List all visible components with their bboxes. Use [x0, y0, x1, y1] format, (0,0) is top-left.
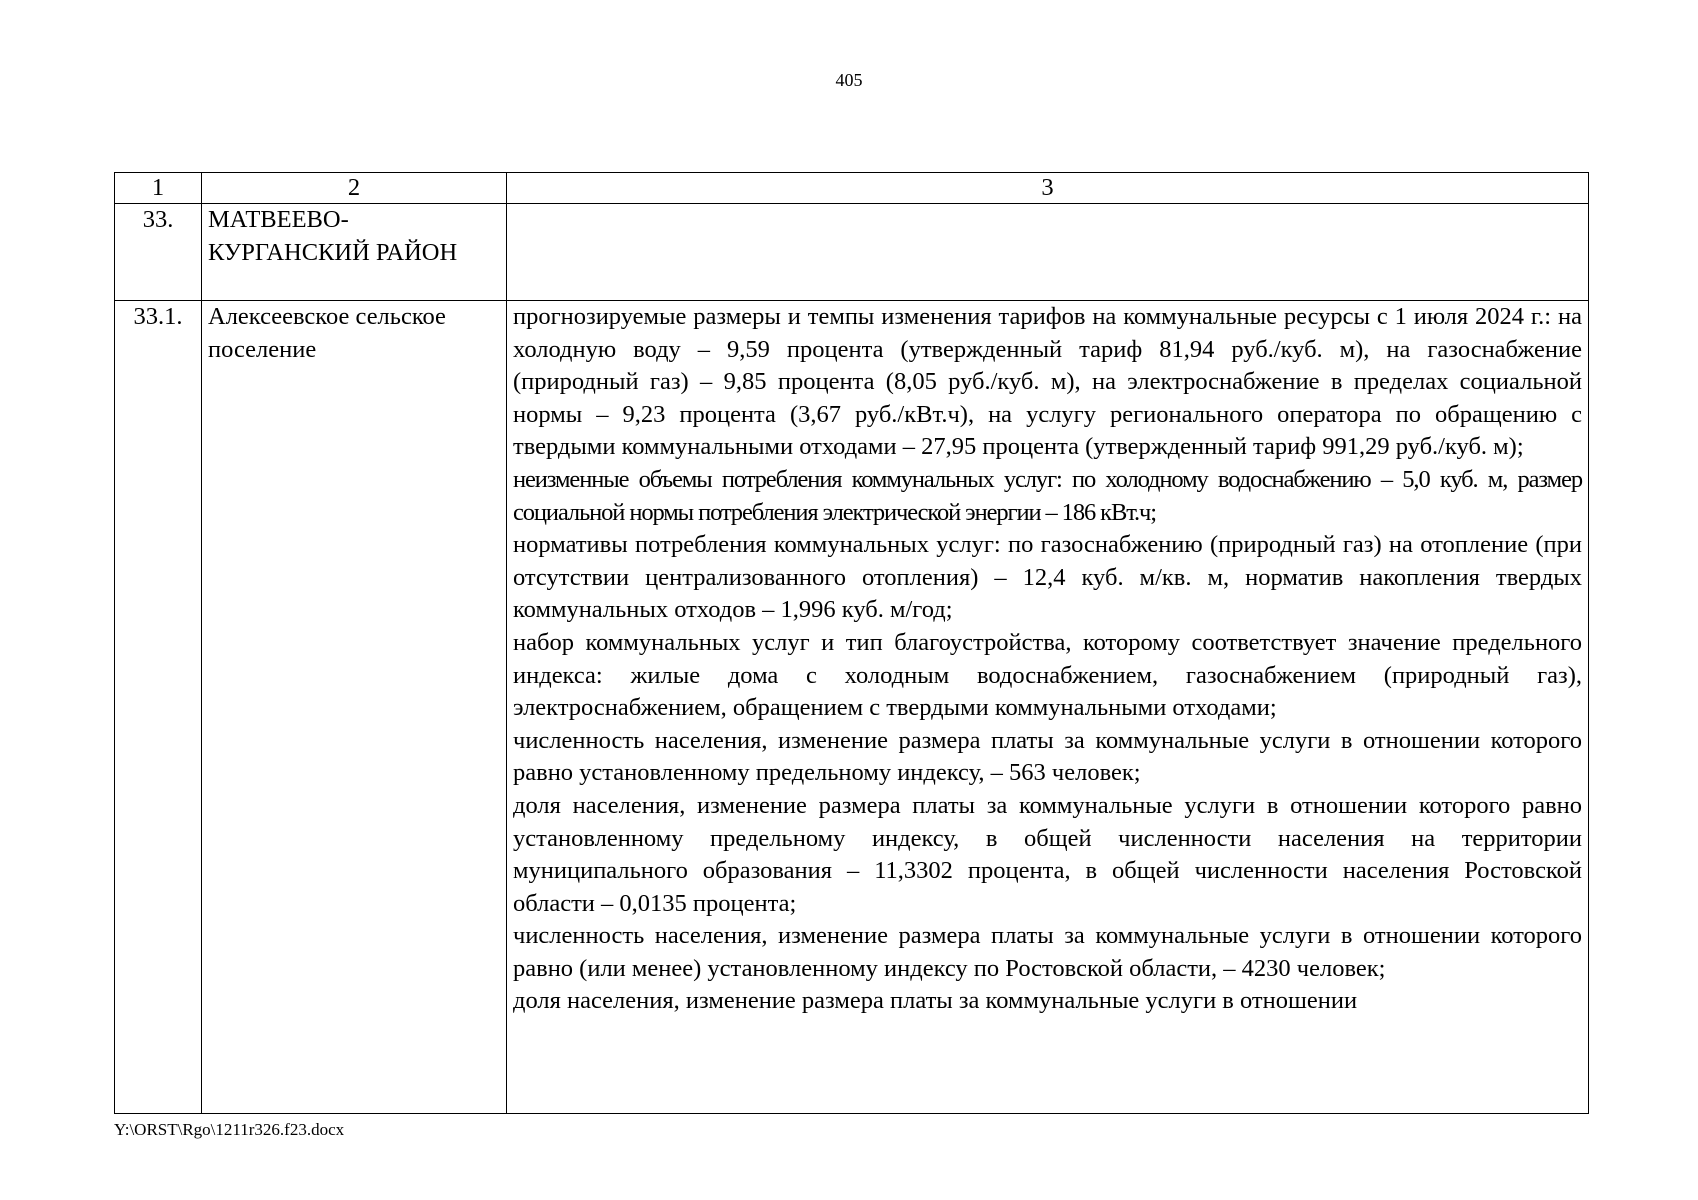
table-row-district — [115, 204, 1589, 301]
district-content — [507, 204, 1589, 301]
paragraph-tariffs: прогнозируемые размеры и темпы изменения тарифов на коммунальные ресурсы с 1 июля 2024 г.: на холодную воду – 9,59 процента (утвержденный тариф 81,94 руб./куб. м), на газоснабжение (природный газ) – 9,85 процента (8,05 руб./куб. м), на электроснабжение в пределах социальной нормы – 9,23 процента (3,67 руб./кВт.ч), на услугу регионального оператора по обращению с твердыми коммунальными отходами – 27,95 процента (утвержденный тариф 991,29 руб./куб. м); — [513, 303, 1582, 461]
paragraph-population-share: доля населения, изменение размера платы за коммунальные услуги в отношении которого равно установленному предельному индексу, в общей численности населения на территории муниципального образования – 11,3302 процента, в общей численности населения Ростовской области – 0,0135 процента; — [513, 791, 1582, 917]
table-header-row — [115, 173, 1589, 204]
district-name: МАТВЕЕВО-КУРГАНСКИЙ РАЙОН — [202, 204, 507, 301]
footer-file-path: Y:\ORST\Rgo\1211r326.f23.docx — [114, 1120, 345, 1139]
header-col-3: 3 — [507, 173, 1589, 204]
settlement-name: Алексеевское сельское поселение — [202, 301, 507, 1114]
tariff-table — [114, 172, 1589, 1114]
paragraph-population-regional-share: доля населения, изменение размера платы за коммунальные услуги в отношении — [513, 987, 1358, 1015]
paragraph-population-count: численность населения, изменение размера платы за коммунальные услуги в отношении которого равно установленному предельному индексу, – 563 человек; — [513, 726, 1582, 787]
paragraph-consumption-volumes: неизменные объемы потребления коммунальных услуг: по холодному водоснабжению – 5,0 куб. м, размер социальной нормы потребления электрической энергии – 186 кВт.ч; — [513, 465, 1582, 526]
paragraph-population-regional-count: численность населения, изменение размера платы за коммунальные услуги в отношении которого равно (или менее) установленному индексу по Ростовской области, – 4230 человек; — [513, 922, 1582, 982]
header-col-2: 2 — [202, 173, 507, 204]
page-number: 405 — [835, 70, 863, 90]
settlement-content — [507, 301, 1589, 1114]
table-row-settlement — [115, 301, 1589, 1114]
header-col-1: 1 — [115, 173, 202, 204]
district-number: 33. — [115, 204, 202, 301]
paragraph-consumption-norms: нормативы потребления коммунальных услуг: по газоснабжению (природный газ) на отопление (при отсутствии централизованного отопления) – 12,4 куб. м/кв. м, норматив накопления твердых коммунальных отходов – 1,996 куб. м/год; — [513, 531, 1582, 624]
paragraph-service-set: набор коммунальных услуг и тип благоустройства, которому соответствует значение предельного индекса: жилые дома с холодным водоснабжением, газоснабжением (природный газ), электроснабжением, обращением с твердыми коммунальными отходами; — [513, 628, 1582, 722]
settlement-number: 33.1. — [115, 301, 202, 1114]
